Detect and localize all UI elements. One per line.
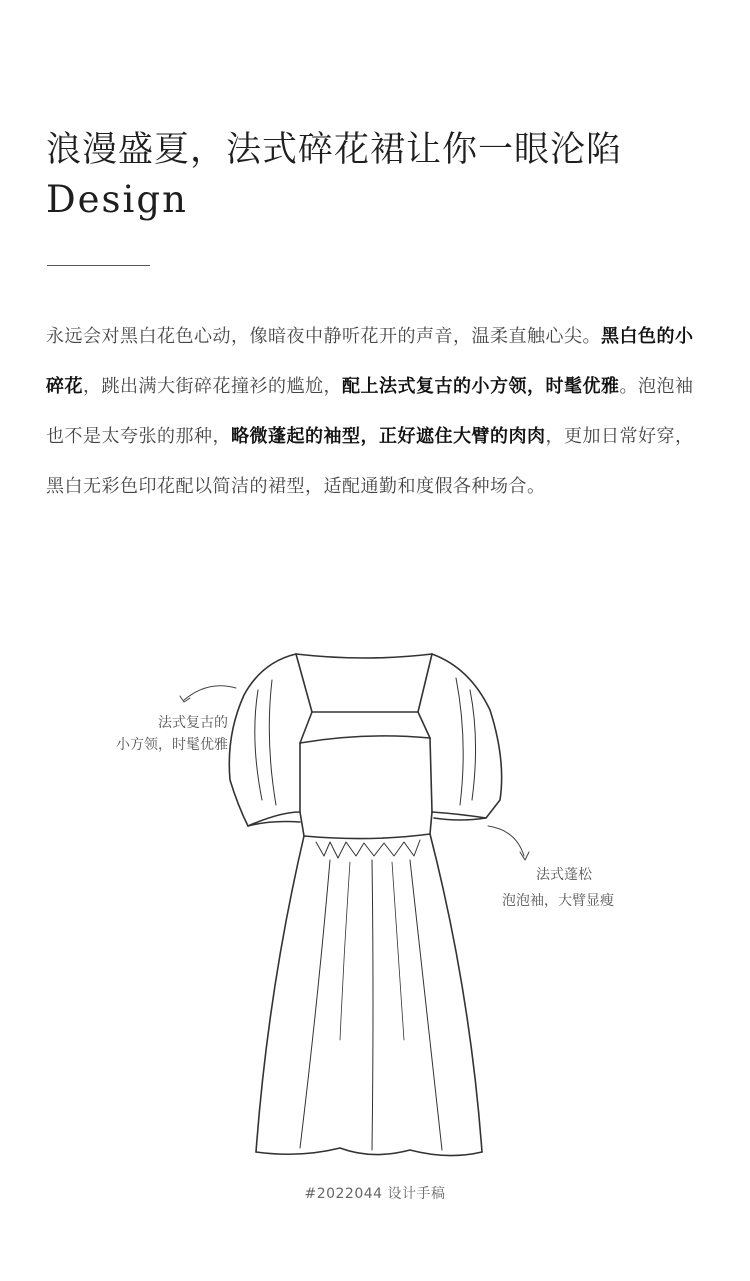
desc-highlight-3: 略微蓬起的袖型，正好遮住大臂的肉肉 xyxy=(231,426,546,447)
desc-highlight-1: 黑白色的小碎花 xyxy=(46,326,694,397)
dress-outline xyxy=(229,654,501,1156)
sketch-caption: #2022044 设计手稿 xyxy=(304,1186,446,1202)
annotation-collar-line2: 小方领，时髦优雅 xyxy=(116,737,228,753)
page-title: 浪漫盛夏，法式碎花裙让你一眼沦陷 xyxy=(46,130,623,170)
annotation-sleeve xyxy=(502,864,614,912)
desc-highlight-2: 配上法式复古的小方领，时髦优雅 xyxy=(342,376,620,397)
annotation-collar-line1: 法式复古的 xyxy=(158,715,228,731)
desc-text-2: ，跳出满大街碎花撞衫的尴尬， xyxy=(83,376,342,397)
page-subtitle: Design xyxy=(46,178,188,221)
title-divider xyxy=(47,265,150,266)
description-paragraph xyxy=(46,312,702,512)
desc-text-1: 永远会对黑白花色心动，像暗夜中静听花开的声音，温柔直触心尖。 xyxy=(46,326,601,347)
desc-text-4: ，更加日常好穿，黑白无彩色印花配以简洁的裙型，适配通勤和度假各种场合。 xyxy=(46,426,694,497)
annotation-sleeve-line1: 法式蓬松 xyxy=(536,867,592,883)
annotation-collar xyxy=(116,712,228,756)
dress-sketch xyxy=(0,600,750,1180)
desc-text-3: 。泡泡袖也不是太夸张的那种， xyxy=(46,376,694,447)
annotation-sleeve-line2: 泡泡袖，大臂显瘦 xyxy=(502,893,614,909)
